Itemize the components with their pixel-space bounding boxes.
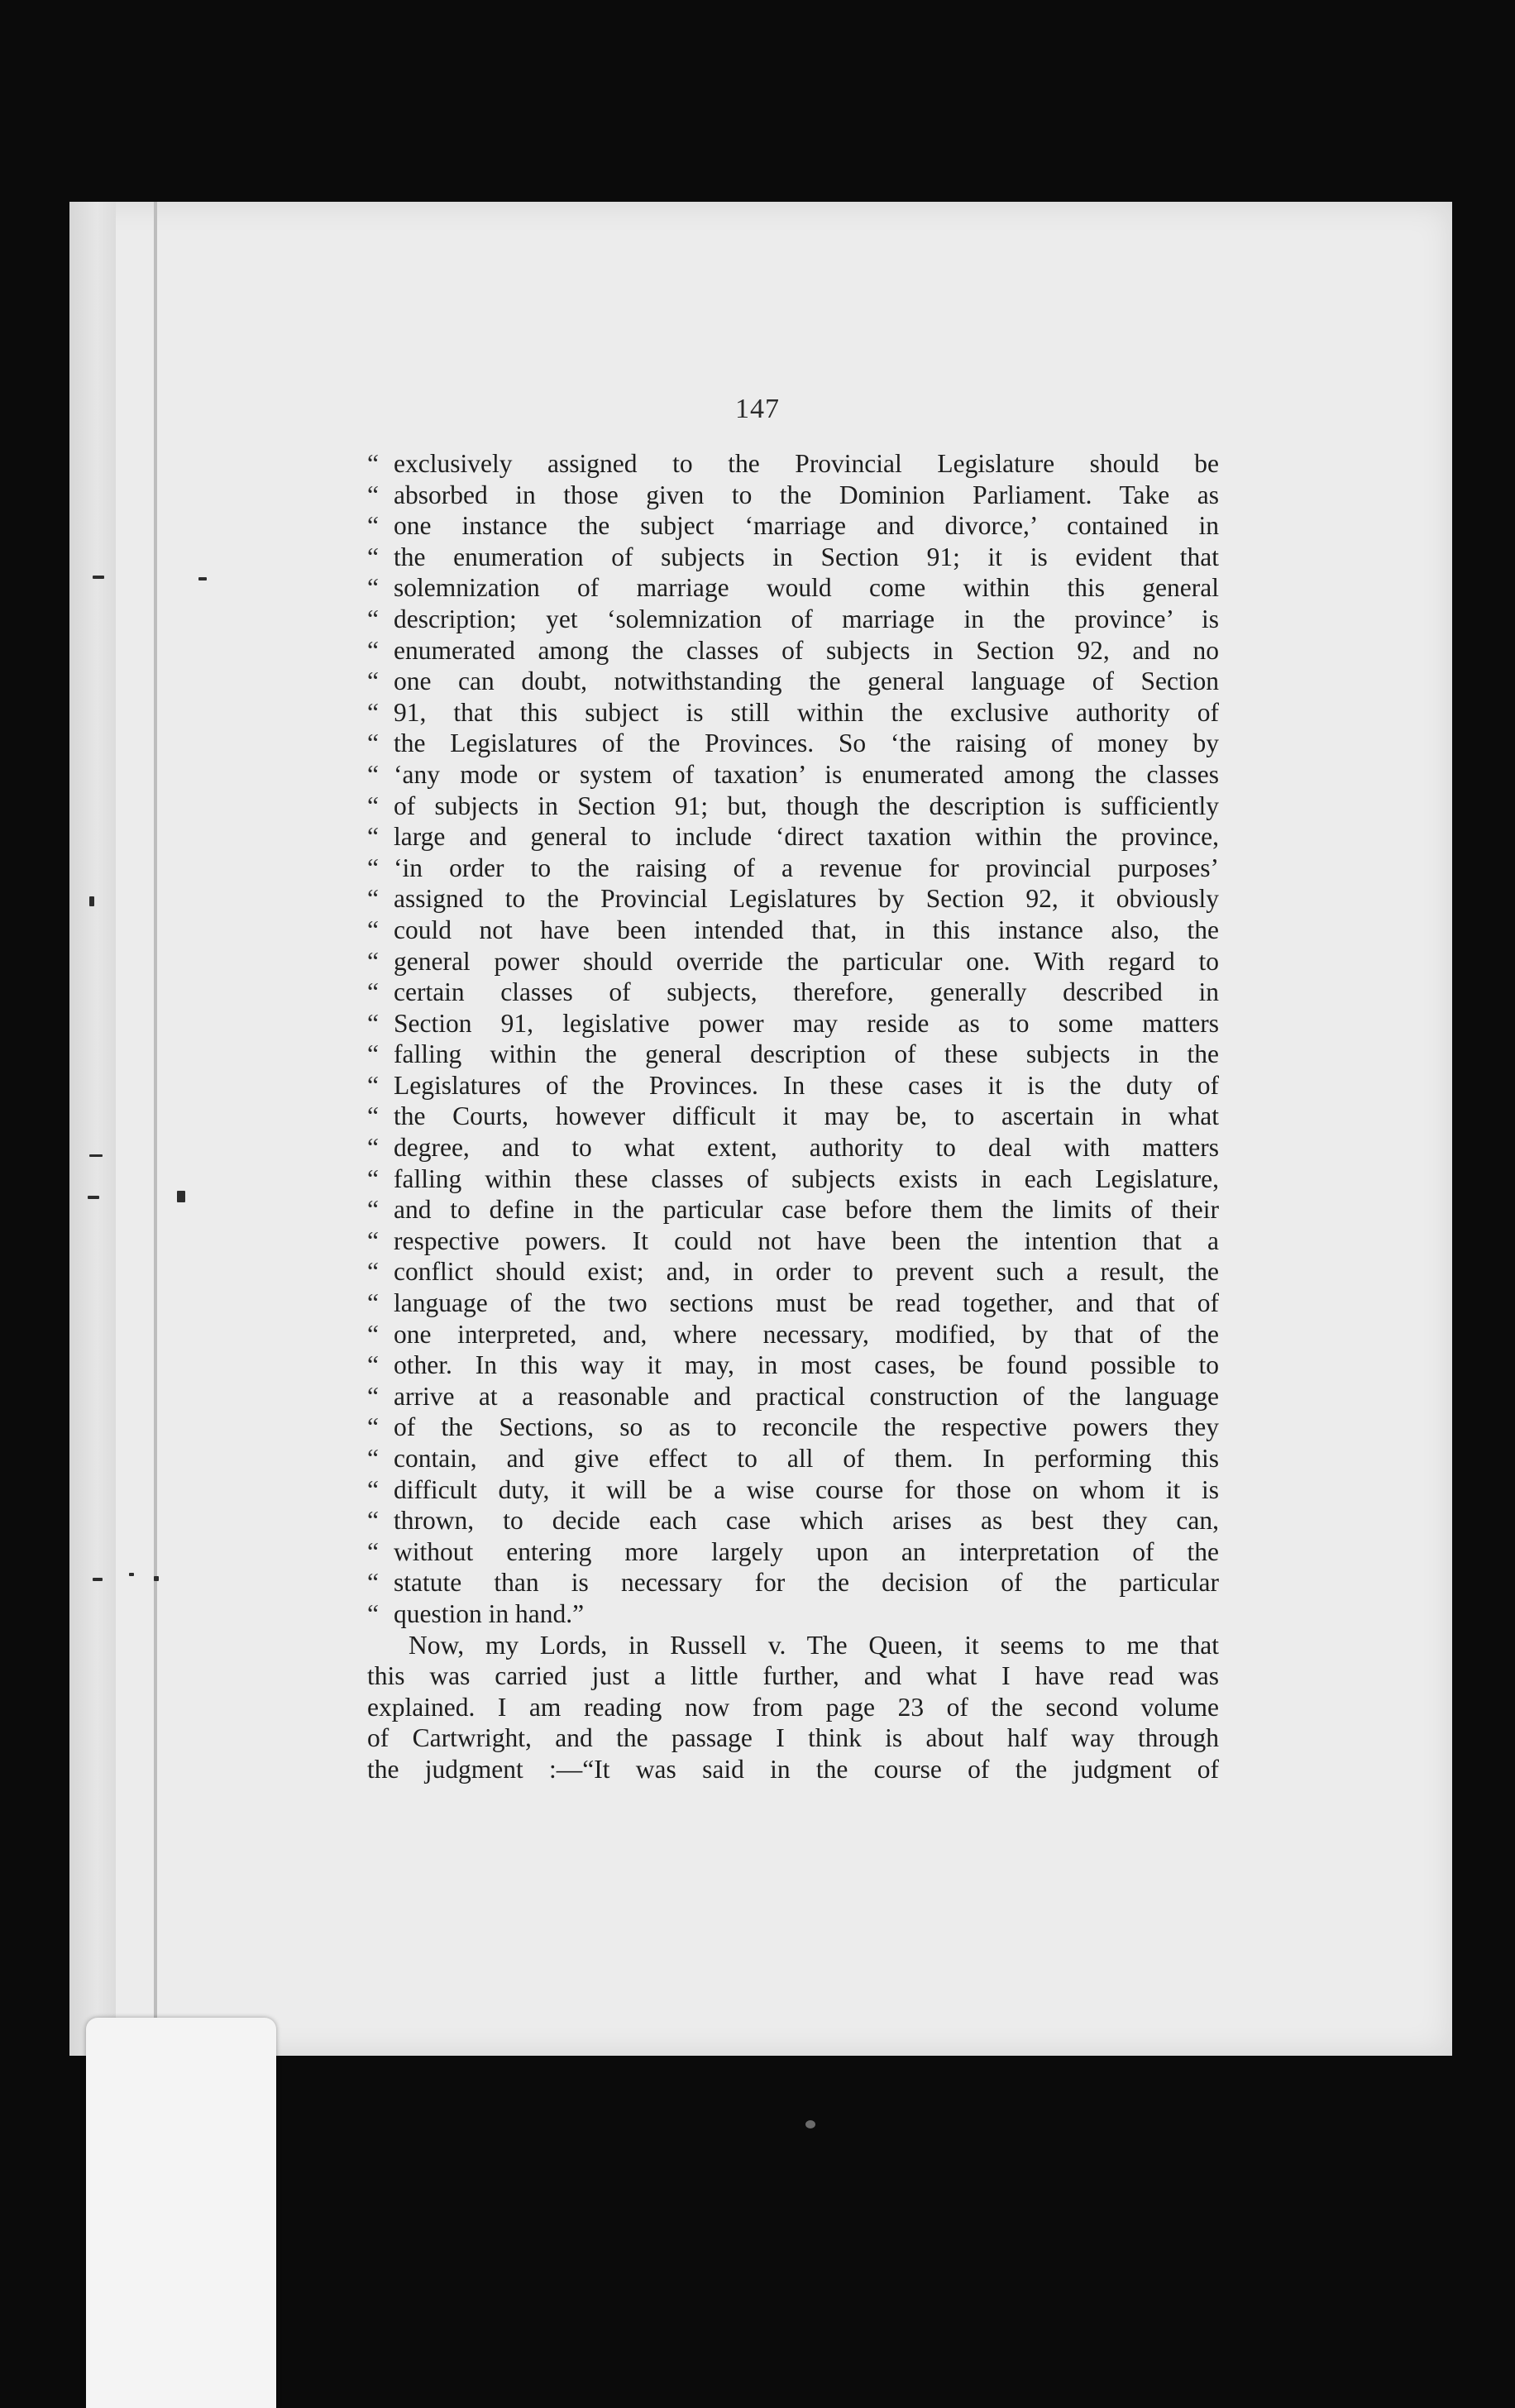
text-line-content: ‘in order to the raising of a revenue for provincial purposes’ (394, 853, 1219, 882)
text-line (367, 759, 1219, 791)
text-line-content: 91, that this subject is still within the exclusive authority of (394, 697, 1219, 727)
text-line-content: large and general to include ‘direct taxation within the province, (394, 822, 1219, 852)
text-line (367, 572, 1219, 604)
label-tab (86, 2018, 276, 2408)
text-line (367, 1598, 1219, 1630)
text-line (367, 1132, 1219, 1163)
text-line (367, 448, 1219, 480)
text-line (367, 666, 1219, 697)
text-line-content: the enumeration of subjects in Section 91; it is evident that (394, 542, 1219, 571)
text-line (367, 1039, 1219, 1070)
margin-mark (177, 1191, 185, 1202)
text-line (367, 1754, 1219, 1785)
text-line (367, 883, 1219, 915)
text-line (367, 1288, 1219, 1319)
binding-edge (69, 202, 116, 2056)
text-line (367, 946, 1219, 977)
margin-mark (88, 1196, 99, 1199)
text-line-content: falling within these classes of subjects exists in each Legislature, (394, 1163, 1219, 1193)
text-line (367, 1008, 1219, 1039)
text-line (367, 697, 1219, 729)
text-line (367, 1412, 1219, 1443)
text-line (367, 791, 1219, 822)
text-line (367, 1163, 1219, 1195)
text-line (367, 542, 1219, 573)
page-mark (805, 2120, 815, 2128)
text-line (367, 977, 1219, 1008)
text-line-content: and to define in the particular case before them the limits of their (394, 1195, 1219, 1225)
text-line-content: the judgment :—“It was said in the course of the judgment of (367, 1754, 1219, 1784)
text-line-content: the Legislatures of the Provinces. So ‘the raising of money by (394, 729, 1219, 758)
text-line-content: conflict should exist; and, in order to prevent such a result, the (394, 1257, 1219, 1287)
text-line-content: enumerated among the classes of subjects in Section 92, and no (394, 635, 1219, 665)
text-line-content: language of the two sections must be read together, and that of (394, 1288, 1219, 1318)
text-line (367, 1381, 1219, 1412)
text-line-content: difficult duty, it will be a wise course for those on whom it is (394, 1474, 1219, 1504)
text-line-content: arrive at a reasonable and practical construction of the language (394, 1381, 1219, 1411)
text-line (367, 1474, 1219, 1506)
text-line-content: could not have been intended that, in this instance also, the (394, 915, 1219, 944)
text-line-content: one interpreted, and, where necessary, modified, by that of the (394, 1319, 1219, 1349)
text-line (367, 1443, 1219, 1474)
text-line (367, 635, 1219, 666)
text-line (367, 1101, 1219, 1132)
text-line (367, 604, 1219, 635)
text-line (367, 1194, 1219, 1226)
text-line (367, 1070, 1219, 1101)
text-line-content: Section 91, legislative power may reside as to some matters (394, 1008, 1219, 1038)
text-line-content: one instance the subject ‘marriage and divorce,’ contained in (394, 511, 1219, 541)
text-line (367, 1630, 1219, 1661)
text-line-content: certain classes of subjects, therefore, generally described in (394, 977, 1219, 1007)
text-line-content: Legislatures of the Provinces. In these cases it is the duty of (394, 1070, 1219, 1100)
text-line-content: other. In this way it may, in most cases, be found possible to (394, 1350, 1219, 1380)
text-line-content: exclusively assigned to the Provincial Legislature should be (394, 449, 1219, 478)
text-line-content: degree, and to what extent, authority to deal with matters (394, 1133, 1219, 1163)
text-line (367, 1256, 1219, 1288)
text-line-content: solemnization of marriage would come within this general (394, 573, 1219, 603)
margin-mark (93, 576, 104, 579)
text-line-content: statute than is necessary for the decision of the particular (394, 1568, 1219, 1598)
text-line-content: explained. I am reading now from page 23 of the second volume (367, 1692, 1219, 1722)
text-line (367, 1567, 1219, 1598)
text-line (367, 915, 1219, 946)
text-line-content: without entering more largely upon an interpretation of the (394, 1536, 1219, 1566)
binding-fold (154, 202, 157, 2056)
text-line-content: of the Sections, so as to reconcile the respective powers they (394, 1412, 1219, 1442)
margin-mark (129, 1573, 134, 1576)
text-line (367, 1692, 1219, 1723)
text-line-content: assigned to the Provincial Legislatures by Section 92, it obviously (394, 884, 1219, 914)
text-line (367, 1350, 1219, 1381)
margin-mark (89, 896, 94, 906)
text-line-content: Now, my Lords, in Russell v. The Queen, it seems to me that (409, 1630, 1219, 1660)
margin-mark (198, 577, 207, 580)
text-line (367, 1226, 1219, 1257)
text-line-content: the Courts, however difficult it may be, to ascertain in what (394, 1101, 1219, 1131)
text-line-content: one can doubt, notwithstanding the general language of Section (394, 666, 1219, 696)
margin-mark (154, 1576, 159, 1581)
text-line (367, 480, 1219, 511)
text-line (367, 1505, 1219, 1536)
text-line (367, 1319, 1219, 1350)
text-line (367, 728, 1219, 759)
margin-mark (89, 1154, 103, 1157)
text-line-content: falling within the general description of these subjects in the (394, 1039, 1219, 1069)
text-line-content: thrown, to decide each case which arises as best they can, (394, 1506, 1219, 1536)
text-line-content: absorbed in those given to the Dominion Parliament. Take as (394, 480, 1219, 509)
text-line-content: question in hand.” (394, 1598, 585, 1628)
text-line-content: contain, and give effect to all of them. In performing this (394, 1444, 1219, 1473)
text-line-content: of subjects in Section 91; but, though the description is sufficiently (394, 791, 1219, 820)
text-line-content: respective powers. It could not have been the intention that a (394, 1226, 1219, 1255)
text-line-content: ‘any mode or system of taxation’ is enumerated among the classes (394, 759, 1219, 789)
text-line-content: description; yet ‘solemnization of marriage in the province’ is (394, 604, 1219, 633)
margin-mark (93, 1578, 103, 1581)
page-number: 147 (735, 394, 780, 424)
text-line-content: of Cartwright, and the passage I think is about half way through (367, 1723, 1219, 1753)
text-line (367, 1660, 1219, 1692)
text-line-content: general power should override the particular one. With regard to (394, 946, 1219, 976)
text-line (367, 821, 1219, 853)
text-line (367, 510, 1219, 542)
text-line (367, 1536, 1219, 1568)
text-line (367, 1722, 1219, 1754)
body-text (367, 448, 1219, 1785)
text-line (367, 853, 1219, 884)
text-line-content: this was carried just a little further, and what I have read was (367, 1661, 1219, 1691)
